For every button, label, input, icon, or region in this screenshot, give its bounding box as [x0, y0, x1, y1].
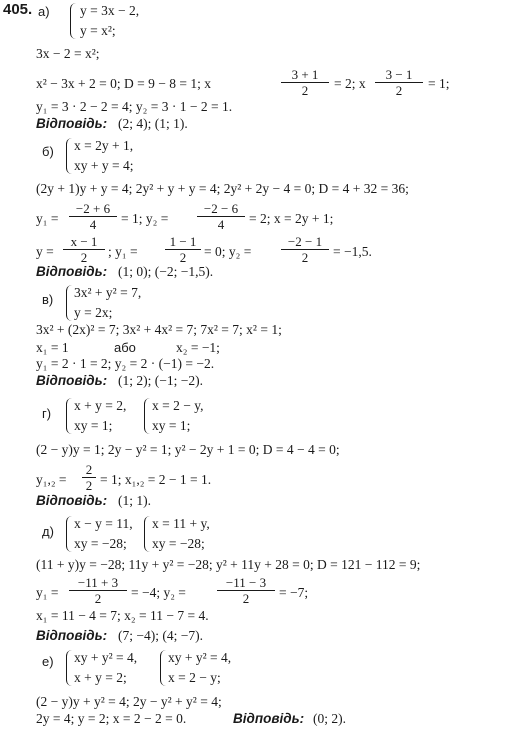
part-e-system1-brace [66, 650, 73, 686]
part-b-fraction-y2-value: −2 − 1 2 [280, 234, 330, 265]
part-v-answer-label: Відповідь: [36, 373, 108, 388]
part-g-system1-eq2: xy = 1; [74, 418, 113, 433]
part-e-step1: (2 − y)y + y² = 4; 2y − y² + y² = 4; [36, 694, 222, 709]
part-a-label: а) [38, 4, 50, 19]
part-d-answer: (7; −4); (4; −7). [118, 628, 203, 643]
part-g-step2-end: = 1; x₁,₂ = 2 − 1 = 1. [100, 472, 212, 487]
part-e-system1-eq2: x + y = 2; [74, 670, 127, 685]
part-a-step3: y₁ = 3 · 2 − 2 = 4; y₂ = 3 · 1 − 2 = 1. [36, 99, 233, 114]
part-g-step1: (2 − y)y = 1; 2y − y² = 1; y² − 2y + 1 = 0; D = 4 − 4 = 0; [36, 442, 340, 457]
part-d-step2-mid: = −4; y₂ = [131, 585, 186, 600]
part-v-root1: x₁ = 1 [36, 340, 69, 355]
part-d-fraction-y2: −11 − 3 2 [216, 575, 276, 606]
part-a-system-brace [70, 3, 77, 39]
part-a-answer-label: Відповідь: [36, 116, 108, 131]
part-v-label: в) [42, 292, 54, 307]
part-b-step3-mid2: = 0; y₂ = [204, 244, 252, 259]
part-e-answer-label: Відповідь: [233, 711, 305, 726]
part-d-system2-eq2: xy = −28; [152, 536, 205, 551]
part-d-fraction-y1: −11 + 3 2 [68, 575, 128, 606]
problem-number: 405. [3, 1, 33, 18]
part-a-step2-end: = 1; [428, 76, 450, 91]
part-g-label: г) [42, 406, 52, 421]
part-b-answer: (1; 0); (−2; −1,5). [118, 264, 214, 279]
part-b-step2-start: y₁ = [36, 211, 59, 226]
part-g-system1-brace [66, 398, 73, 434]
part-b-step3-end: = −1,5. [333, 244, 372, 259]
part-v-step1: 3x² + (2x)² = 7; 3x² + 4x² = 7; 7x² = 7; x² = 1; [36, 322, 282, 337]
part-e-system1-eq1: xy + y² = 4, [74, 650, 138, 665]
part-d-step3: x₁ = 11 − 4 = 7; x₂ = 11 − 7 = 4. [36, 608, 209, 623]
part-v-or: або [114, 340, 136, 355]
part-a-step2-mid: = 2; x [334, 76, 366, 91]
part-a-system-eq1: y = 3x − 2, [80, 3, 140, 18]
part-g-system2-eq2: xy = 1; [152, 418, 191, 433]
part-g-answer-label: Відповідь: [36, 493, 108, 508]
part-d-system1-eq1: x − y = 11, [74, 516, 133, 531]
part-b-step3-start: y = [36, 244, 54, 259]
part-a-step1: 3x − 2 = x²; [36, 46, 100, 61]
part-b-step1: (2y + 1)y + y = 4; 2y² + y + y = 4; 2y² + 2y − 4 = 0; D = 4 + 32 = 36; [36, 181, 409, 196]
part-b-step3-mid1: ; y₁ = [108, 244, 138, 259]
part-v-system-brace [66, 285, 73, 321]
part-d-step1: (11 + y)y = −28; 11y + y² = −28; y² + 11y + 28 = 0; D = 121 − 112 = 9; [36, 557, 421, 572]
part-v-system-eq1: 3x² + y² = 7, [74, 285, 142, 300]
part-g-answer: (1; 1). [118, 493, 151, 508]
part-g-step2-start: y₁,₂ = [36, 472, 67, 487]
part-b-system-eq1: x = 2y + 1, [74, 138, 134, 153]
part-a-fraction-x2: 3 − 1 2 [374, 67, 424, 98]
part-b-fraction-y: x − 1 2 [62, 234, 106, 265]
part-b-step2-mid: = 1; y₂ = [121, 211, 169, 226]
part-g-fraction-y: 2 2 [81, 462, 97, 493]
part-e-system2-brace [160, 650, 167, 686]
part-a-system-eq2: y = x²; [80, 23, 116, 38]
part-v-step3: y₁ = 2 · 1 = 2; y₂ = 2 · (−1) = −2. [36, 356, 215, 371]
part-v-system-eq2: y = 2x; [74, 305, 113, 320]
part-e-step2: 2y = 4; y = 2; x = 2 − 2 = 0. [36, 711, 187, 726]
part-b-fraction-y1-value: 1 − 1 2 [164, 234, 202, 265]
part-g-system1-eq1: x + y = 2, [74, 398, 127, 413]
part-d-answer-label: Відповідь: [36, 628, 108, 643]
part-b-step2-end: = 2; x = 2y + 1; [249, 211, 334, 226]
part-g-system2-eq1: x = 2 − y, [152, 398, 204, 413]
part-d-system2-brace [144, 516, 151, 552]
part-e-label: е) [42, 654, 54, 669]
part-d-label: д) [42, 524, 54, 539]
part-e-answer: (0; 2). [313, 711, 346, 726]
part-b-system-eq2: xy + y = 4; [74, 158, 134, 173]
part-d-step2-end: = −7; [279, 585, 309, 600]
part-v-root2: x₂ = −1; [176, 340, 220, 355]
part-b-fraction-y2: −2 − 6 4 [196, 201, 246, 232]
part-a-answer: (2; 4); (1; 1). [118, 116, 188, 131]
part-b-system-brace [66, 138, 73, 174]
part-b-fraction-y1: −2 + 6 4 [68, 201, 118, 232]
part-b-answer-label: Відповідь: [36, 264, 108, 279]
part-e-system2-eq1: xy + y² = 4, [168, 650, 232, 665]
part-d-system2-eq1: x = 11 + y, [152, 516, 210, 531]
part-g-system2-brace [144, 398, 151, 434]
part-d-system1-eq2: xy = −28; [74, 536, 127, 551]
part-a-step2: x² − 3x + 2 = 0; D = 9 − 8 = 1; x [36, 76, 211, 91]
part-v-answer: (1; 2); (−1; −2). [118, 373, 203, 388]
part-d-step2-start: y₁ = [36, 585, 59, 600]
part-a-fraction-x1: 3 + 1 2 [280, 67, 330, 98]
part-b-label: б) [42, 144, 54, 159]
part-d-system1-brace [66, 516, 73, 552]
part-e-system2-eq2: x = 2 − y; [168, 670, 221, 685]
